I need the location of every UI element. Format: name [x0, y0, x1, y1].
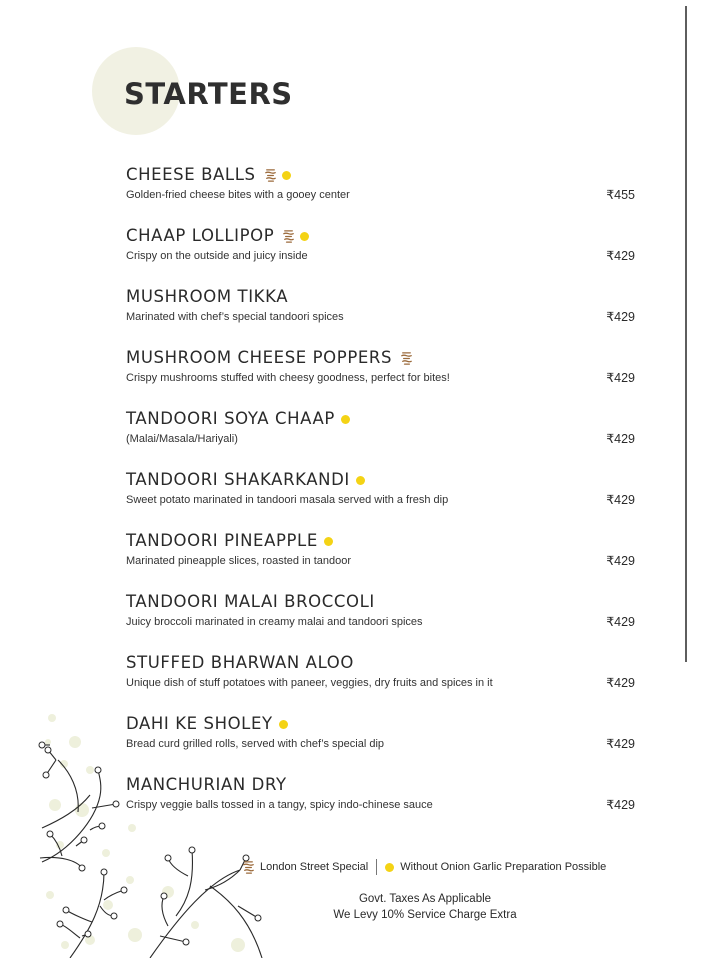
- menu-item-name-row: [126, 652, 638, 674]
- menu-item-name-row: [126, 164, 638, 186]
- menu-item-name: STUFFED BHARWAN ALOO: [126, 653, 354, 672]
- menu-item-name: CHEESE BALLS: [126, 165, 256, 184]
- menu-item-name: TANDOORI SHAKARKANDI: [126, 470, 350, 489]
- menu-item-name: TANDOORI SOYA CHAAP: [126, 409, 335, 428]
- taxes-note: Govt. Taxes As Applicable: [358, 893, 492, 905]
- yellow-dot-icon: [279, 720, 288, 729]
- menu-item-name-row: [126, 286, 638, 308]
- menu-item-description: Juicy broccoli marinated in creamy malai and tandoori spices: [126, 616, 423, 628]
- yellow-dot-icon: [324, 537, 333, 546]
- london-street-special-icon: [281, 229, 296, 244]
- menu-item-name: DAHI KE SHOLEY: [126, 714, 273, 733]
- menu-item-price: ₹429: [606, 737, 635, 751]
- menu-item-description: Crispy on the outside and juicy inside: [126, 250, 308, 262]
- menu-item-price: ₹429: [606, 432, 635, 446]
- menu-item: [126, 591, 638, 652]
- menu-item-name-row: [126, 530, 638, 552]
- menu-item-description: Crispy mushrooms stuffed with cheesy goodness, perfect for bites!: [126, 372, 450, 384]
- yellow-dot-icon: [341, 415, 350, 424]
- menu-item-price: ₹429: [606, 798, 635, 812]
- menu-item: [126, 225, 638, 286]
- menu-item-price: ₹429: [606, 554, 635, 568]
- london-street-special-icon: [241, 860, 256, 875]
- menu-item-price: ₹455: [606, 188, 635, 202]
- menu-item-name-row: [126, 469, 638, 491]
- legend-special-label: London Street Special: [260, 861, 369, 873]
- menu-item-description: (Malai/Masala/Hariyali): [126, 433, 238, 445]
- yellow-dot-icon: [385, 863, 394, 872]
- menu-item-price: ₹429: [606, 310, 635, 324]
- legend-separator: [376, 859, 377, 875]
- menu-item-price: ₹429: [606, 676, 635, 690]
- menu-item: [126, 408, 638, 469]
- legend-dot-label: Without Onion Garlic Preparation Possible: [400, 861, 607, 873]
- menu-item: [126, 286, 638, 347]
- legend: [241, 859, 606, 875]
- menu-item-description: Marinated with chef’s special tandoori spices: [126, 311, 344, 323]
- menu-item-name: TANDOORI PINEAPPLE: [126, 531, 318, 550]
- menu-item-description: Golden-fried cheese bites with a gooey center: [126, 189, 350, 201]
- page-title: STARTERS: [124, 77, 293, 111]
- menu-item-name-row: [126, 591, 638, 613]
- menu-item: [126, 530, 638, 591]
- menu-item-description: Marinated pineapple slices, roasted in tandoor: [126, 555, 352, 567]
- menu-item-name: MANCHURIAN DRY: [126, 775, 287, 794]
- menu-item: [126, 164, 638, 225]
- yellow-dot-icon: [300, 232, 309, 241]
- menu-item-name-row: [126, 408, 638, 430]
- menu-item-name-row: [126, 225, 638, 247]
- menu-item-name: MUSHROOM TIKKA: [126, 287, 289, 306]
- service-charge-note: We Levy 10% Service Charge Extra: [333, 908, 517, 921]
- menu-item-description: Unique dish of stuff potatoes with paneer, veggies, dry fruits and spices in it: [126, 677, 493, 689]
- menu-item-description: Sweet potato marinated in tandoori masala served with a fresh dip: [126, 494, 449, 506]
- menu-item-price: ₹429: [606, 249, 635, 263]
- menu-item-price: ₹429: [606, 615, 635, 629]
- floral-branch-decoration: [0, 700, 280, 958]
- menu-item: [126, 347, 638, 408]
- london-street-special-icon: [263, 168, 278, 183]
- yellow-dot-icon: [282, 171, 291, 180]
- menu-item-name: CHAAP LOLLIPOP: [126, 226, 275, 245]
- menu-item-price: ₹429: [606, 371, 635, 385]
- yellow-dot-icon: [356, 476, 365, 485]
- menu-item-description: Crispy veggie balls tossed in a tangy, spicy indo-chinese sauce: [126, 799, 433, 811]
- menu-item-name: TANDOORI MALAI BROCCOLI: [126, 592, 375, 611]
- menu-item-description: Bread curd grilled rolls, served with chef’s special dip: [126, 738, 385, 750]
- menu-item-name: MUSHROOM CHEESE POPPERS: [126, 348, 393, 367]
- london-street-special-icon: [399, 351, 414, 366]
- footer-notes: [300, 892, 550, 923]
- menu-item-name-row: [126, 347, 638, 369]
- right-border-line: [685, 6, 687, 662]
- menu-item: [126, 469, 638, 530]
- menu-item-price: ₹429: [606, 493, 635, 507]
